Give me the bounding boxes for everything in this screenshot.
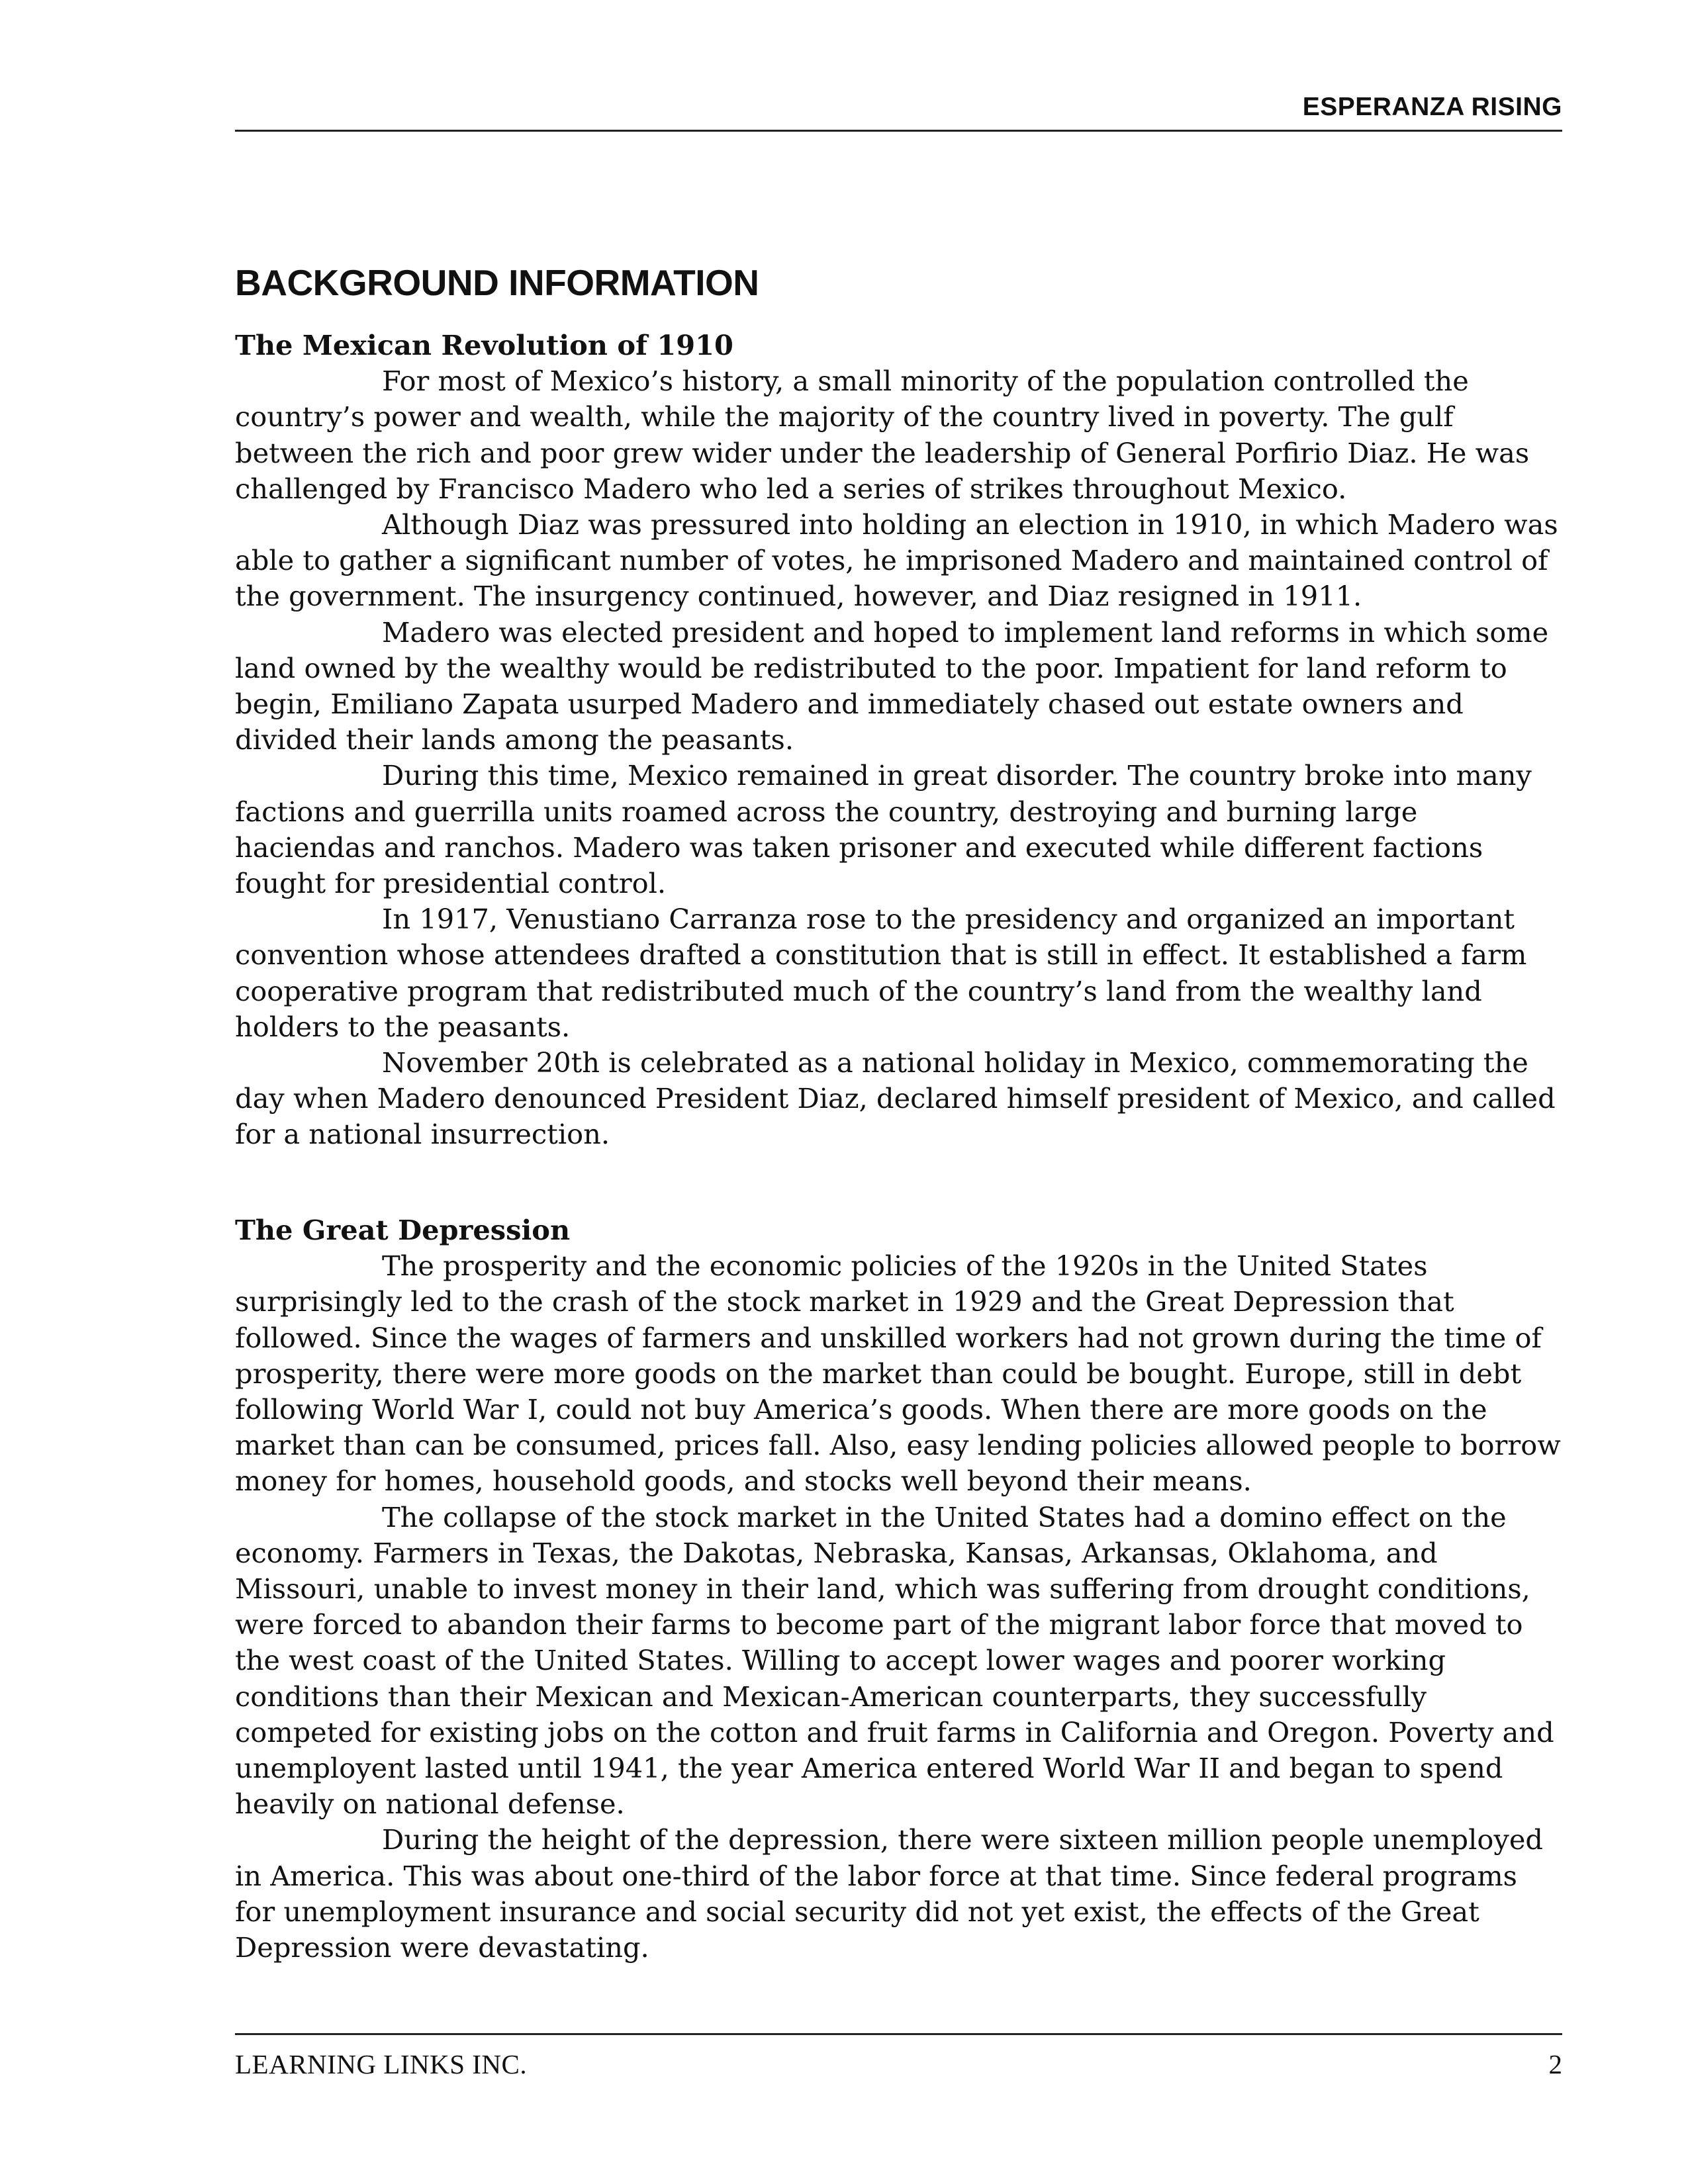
paragraph: The prosperity and the economic policies of the 1920s in the United States surprisingly led to the crash of the stock market in 1929 and the Great Depression that followed. Since the wages of farmers and unskilled workers had not grown during the time of prosperity, there were more goods on the market than could be bought. Europe, still in debt following World War I, could not buy America’s goods. When there are more goods on the market than can be consumed, prices fall. Also, easy lending policies allowed people to borrow money for homes, household goods, and stocks well beyond their means. [235, 1250, 1561, 1498]
document-page [235, 0, 1562, 2184]
paragraph: In 1917, Venustiano Carranza rose to the presidency and organized an important convention whose attendees drafted a constitution that is still in effect. It established a farm cooperative program that redistributed much of the country’s land from the wealthy land holders to the peasants. [235, 903, 1527, 1043]
article-great-depression [235, 1212, 1562, 1966]
paragraph: November 20th is celebrated as a national holiday in Mexico, commemorating the day when Madero denounced President Diaz, declared himself president of Mexico, and called for a national insurrection. [235, 1046, 1556, 1151]
paragraph: Although Diaz was pressured into holding an election in 1910, in which Madero was able to gather a significant number of votes, he imprisoned Madero and maintained control of the government. The insurgency continued, however, and Diaz resigned in 1911. [235, 508, 1558, 613]
page-number: 2 [1548, 2049, 1562, 2079]
paragraph: During the height of the depression, there were sixteen million people unemployed in America. This was about one-third of the labor force at that time. Since federal programs for unemployment insurance and social security did not yet exist, the effects of the Great Depression were devastating. [235, 1823, 1543, 1964]
article-heading: The Mexican Revolution of 1910 [235, 329, 733, 361]
article-mexican-revolution [235, 328, 1562, 1153]
paragraph: For most of Mexico’s history, a small minority of the population controlled the country’s power and wealth, while the majority of the country lived in poverty. The gulf between the rich and poor grew wider under the leadership of General Porfirio Diaz. He was challenged by Francisco Madero who led a series of strikes throughout Mexico. [235, 365, 1530, 505]
article-heading: The Great Depression [235, 1214, 571, 1246]
paragraph: During this time, Mexico remained in great disorder. The country broke into many factions and guerrilla units roamed across the country, destroying and burning large haciendas and ranchos. Madero was taken prisoner and executed while different factions fought for presidential control. [235, 759, 1532, 900]
paragraph: Madero was elected president and hoped to implement land reforms in which some land owned by the wealthy would be redistributed to the poor. Impatient for land reform to begin, Emiliano Zapata usurped Madero and immediately chased out estate owners and divided their lands among the peasants. [235, 615, 1549, 756]
footer-publisher: LEARNING LINKS INC. [235, 2049, 528, 2079]
footer-rule [235, 2033, 1562, 2035]
section-title: BACKGROUND INFORMATION [235, 262, 759, 303]
paragraph: The collapse of the stock market in the United States had a domino effect on the economy. Farmers in Texas, the Dakotas, Nebraska, Kansas, Arkansas, Oklahoma, and Missouri, unable to invest money in their land, which was suffering from drought conditions, were forced to abandon their farms to become part of the migrant labor force that moved to the west coast of the United States. Willing to accept lower wages and poorer working conditions than their Mexican and Mexican-American counterparts, they successfully competed for existing jobs on the cotton and fruit farms in California and Oregon. Poverty and unemployent lasted until 1941, the year America entered World War II and began to spend heavily on national defense. [235, 1500, 1554, 1821]
running-header: ESPERANZA RISING [1302, 93, 1562, 121]
header-rule [235, 130, 1562, 132]
